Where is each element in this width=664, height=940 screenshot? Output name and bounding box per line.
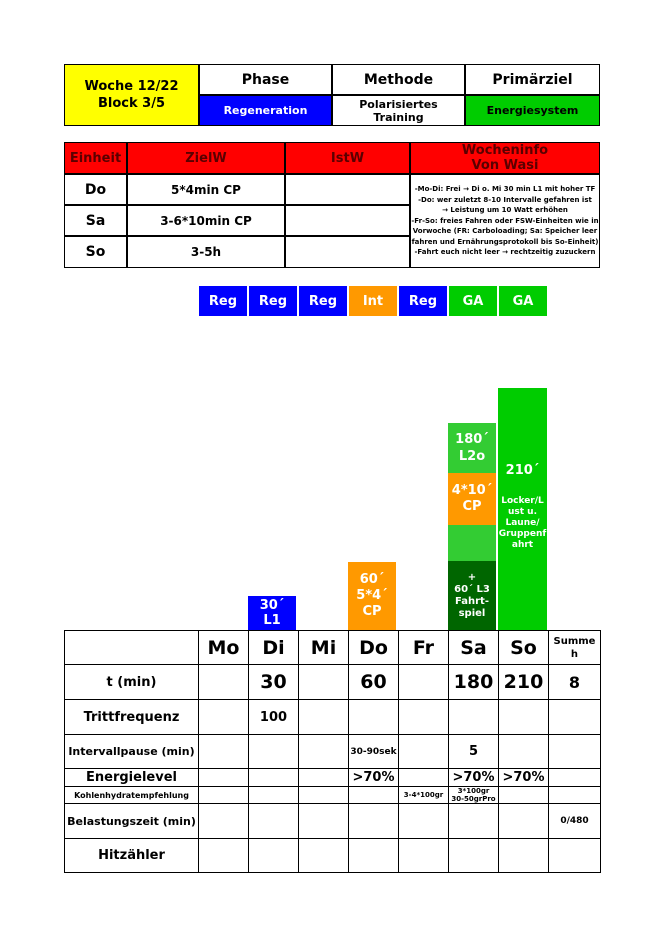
sum-2[interactable] (548, 734, 601, 769)
cell-0-do[interactable]: 60 (348, 664, 399, 700)
sum-0[interactable]: 8 (548, 664, 601, 700)
plan-day-sa: Sa (64, 205, 127, 236)
phase-4: Reg (398, 285, 448, 317)
plan-actual-do[interactable] (285, 174, 410, 205)
phase-1: Reg (248, 285, 298, 317)
cell-0-di[interactable]: 30 (248, 664, 299, 700)
bar-sa-segment-l3: + 60´ L3 Fahrt- spiel (448, 561, 496, 630)
cell-3-sa[interactable]: >70% (448, 768, 499, 787)
cell-5-mi[interactable] (298, 803, 349, 839)
cell-0-fr[interactable] (398, 664, 449, 700)
method-value: Polarisiertes Training (332, 95, 465, 126)
row-label-4: Kohlenhydratempfehlung (64, 786, 199, 804)
actual-header: IstW (285, 142, 410, 174)
row-label-1: Trittfrequenz (64, 699, 199, 735)
cell-6-sa[interactable] (448, 838, 499, 873)
sum-3[interactable] (548, 768, 601, 787)
goal-header: Primärziel (465, 64, 600, 95)
cell-1-sa[interactable] (448, 699, 499, 735)
cell-2-do[interactable]: 30-90sek (348, 734, 399, 769)
cell-3-fr[interactable] (398, 768, 449, 787)
plan-day-so: So (64, 236, 127, 268)
day-header-sa: Sa (448, 630, 499, 665)
phase-value: Regeneration (199, 95, 332, 126)
cell-5-sa[interactable] (448, 803, 499, 839)
cell-2-di[interactable] (248, 734, 299, 769)
plan-actual-sa[interactable] (285, 205, 410, 236)
goal-value: Energiesystem (465, 95, 600, 126)
cell-1-do[interactable] (348, 699, 399, 735)
cell-1-fr[interactable] (398, 699, 449, 735)
method-header: Methode (332, 64, 465, 95)
sum-5[interactable]: 0/480 (548, 803, 601, 839)
cell-2-mo[interactable] (198, 734, 249, 769)
plan-target-do: 5*4min CP (127, 174, 285, 205)
cell-6-so[interactable] (498, 838, 549, 873)
sum-4[interactable] (548, 786, 601, 804)
week-table-corner (64, 630, 199, 665)
cell-2-so[interactable] (498, 734, 549, 769)
cell-5-so[interactable] (498, 803, 549, 839)
bar-di: 30´ L1 (248, 596, 296, 630)
row-label-0: t (min) (64, 664, 199, 700)
phase-0: Reg (198, 285, 248, 317)
cell-1-mo[interactable] (198, 699, 249, 735)
day-header-so: So (498, 630, 549, 665)
row-label-2: Intervallpause (min) (64, 734, 199, 769)
cell-4-so[interactable] (498, 786, 549, 804)
plan-actual-so[interactable] (285, 236, 410, 268)
plan-target-so: 3-5h (127, 236, 285, 268)
week-block-label: Woche 12/22 Block 3/5 (64, 64, 199, 126)
cell-4-mi[interactable] (298, 786, 349, 804)
cell-3-do[interactable]: >70% (348, 768, 399, 787)
plan-day-do: Do (64, 174, 127, 205)
day-header-fr: Fr (398, 630, 449, 665)
cell-5-di[interactable] (248, 803, 299, 839)
cell-4-di[interactable] (248, 786, 299, 804)
unit-header: Einheit (64, 142, 127, 174)
cell-3-di[interactable] (248, 768, 299, 787)
cell-0-mo[interactable] (198, 664, 249, 700)
bar-do: 60´ 5*4´ CP (348, 562, 396, 630)
cell-6-di[interactable] (248, 838, 299, 873)
sum-header: Summe h (548, 630, 601, 665)
cell-4-sa[interactable]: 3*100gr 30-50grPro (448, 786, 499, 804)
bar-so-description: Locker/L ust u. Laune/ Gruppenf ahrt (498, 495, 547, 550)
row-label-5: Belastungszeit (min) (64, 803, 199, 839)
plan-target-sa: 3-6*10min CP (127, 205, 285, 236)
cell-4-fr[interactable]: 3-4*100gr (398, 786, 449, 804)
cell-6-mi[interactable] (298, 838, 349, 873)
cell-5-do[interactable] (348, 803, 399, 839)
cell-6-fr[interactable] (398, 838, 449, 873)
weekinfo-header: Wocheninfo Von Wasi (410, 142, 600, 174)
phase-2: Reg (298, 285, 348, 317)
bar-sa-segment-cp: 4*10´ CP (448, 473, 496, 525)
weekinfo-text: -Mo-Di: Frei → Di o. Mi 30 min L1 mit hoher TF -Do: wer zuletzt 8-10 Intervalle gefahren ist → Leistung um 10 Watt erhöhen -Fr-So: freies Fahren oder FSW-Einheiten wie in Vorwoche (FR: Carboloading; Sa: Speicher leer fahren und Ernährungsprotokoll bis So-Einheit) -Fahrt euch nicht leer → rechtzeitig zuzuckern (410, 174, 600, 268)
row-label-6: Hitzähler (64, 838, 199, 873)
day-header-di: Di (248, 630, 299, 665)
cell-0-sa[interactable]: 180 (448, 664, 499, 700)
cell-2-mi[interactable] (298, 734, 349, 769)
cell-5-mo[interactable] (198, 803, 249, 839)
phase-3: Int (348, 285, 398, 317)
phase-6: GA (498, 285, 548, 317)
cell-4-do[interactable] (348, 786, 399, 804)
cell-2-sa[interactable]: 5 (448, 734, 499, 769)
cell-3-mi[interactable] (298, 768, 349, 787)
cell-1-so[interactable] (498, 699, 549, 735)
cell-6-mo[interactable] (198, 838, 249, 873)
day-header-mo: Mo (198, 630, 249, 665)
cell-1-mi[interactable] (298, 699, 349, 735)
day-header-mi: Mi (298, 630, 349, 665)
phase-header: Phase (199, 64, 332, 95)
cell-6-do[interactable] (348, 838, 399, 873)
cell-5-fr[interactable] (398, 803, 449, 839)
cell-0-so[interactable]: 210 (498, 664, 549, 700)
bar-so (498, 388, 547, 630)
sum-6[interactable] (548, 838, 601, 873)
target-header: ZielW (127, 142, 285, 174)
cell-1-di[interactable]: 100 (248, 699, 299, 735)
bar-sa-segment-l2o: 180´ L2o (448, 423, 496, 473)
bar-so-minutes: 210´ (505, 462, 540, 478)
sum-1[interactable] (548, 699, 601, 735)
day-header-do: Do (348, 630, 399, 665)
cell-2-fr[interactable] (398, 734, 449, 769)
cell-0-mi[interactable] (298, 664, 349, 700)
cell-3-mo[interactable] (198, 768, 249, 787)
row-label-3: Energielevel (64, 768, 199, 787)
cell-4-mo[interactable] (198, 786, 249, 804)
bar-sa-segment-gap (448, 525, 496, 561)
phase-5: GA (448, 285, 498, 317)
cell-3-so[interactable]: >70% (498, 768, 549, 787)
